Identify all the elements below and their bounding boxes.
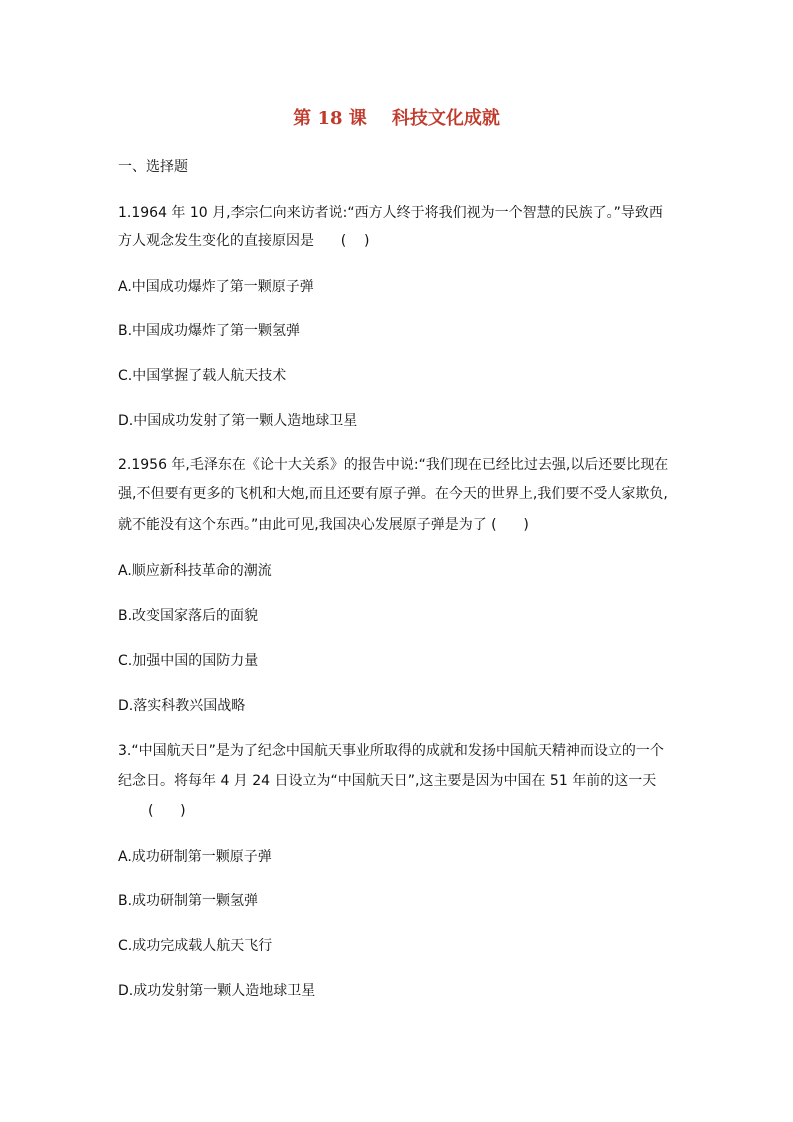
question-3-option-b: B.成功研制第一颗氢弹 xyxy=(118,893,259,909)
question-2-text-line-1: 2.1956 年,毛泽东在《论十大关系》的报告中说:“我们现在已经比过去强,以后还要比现在 xyxy=(118,457,669,473)
question-2-option-d: D.落实科教兴国战略 xyxy=(118,698,246,714)
question-3-option-d: D.成功发射第一颗人造地球卫星 xyxy=(118,983,316,999)
question-3-option-c: C.成功完成载人航天飞行 xyxy=(118,938,273,954)
question-3-text-line-1: 3.“中国航天日”是为了纪念中国航天事业所取得的成就和发扬中国航天精神而设立的一个 xyxy=(118,743,664,759)
question-1-text-line-2: 方人观念发生变化的直接原因是 ( ) xyxy=(118,233,370,249)
question-2-option-b: B.改变国家落后的面貌 xyxy=(118,608,259,624)
question-1-option-b: B.中国成功爆炸了第一颗氢弹 xyxy=(118,323,301,339)
question-2-option-a: A.顺应新科技革命的潮流 xyxy=(118,563,272,579)
question-2-text-line-3: 就不能没有这个东西。”由此可见,我国决心发展原子弹是为了 ( ) xyxy=(118,517,529,533)
question-2-option-c: C.加强中国的国防力量 xyxy=(118,653,259,669)
question-1-option-d: D.中国成功发射了第一颗人造地球卫星 xyxy=(118,413,358,429)
question-1-text-line-1: 1.1964 年 10 月,李宗仁向来访者说:“西方人终于将我们视为一个智慧的民族了。”导致西 xyxy=(118,205,663,221)
question-3-text-line-2: 纪念日。将每年 4 月 24 日设立为“中国航天日”,这主要是因为中国在 51 年前的这一天 xyxy=(118,773,657,789)
question-1-option-c: C.中国掌握了载人航天技术 xyxy=(118,368,287,384)
question-3-option-a: A.成功研制第一颗原子弹 xyxy=(118,849,272,865)
question-1-option-a: A.中国成功爆炸了第一颗原子弹 xyxy=(118,279,314,295)
question-3-answer-bracket: ( ) xyxy=(148,803,186,819)
section-heading: 一、选择题 xyxy=(118,159,188,175)
question-2-text-line-2: 强,不但要有更多的飞机和大炮,而且还要有原子弹。在今天的世界上,我们要不受人家欺负, xyxy=(118,486,668,502)
page-title: 第 18 课 科技文化成就 xyxy=(293,108,500,129)
